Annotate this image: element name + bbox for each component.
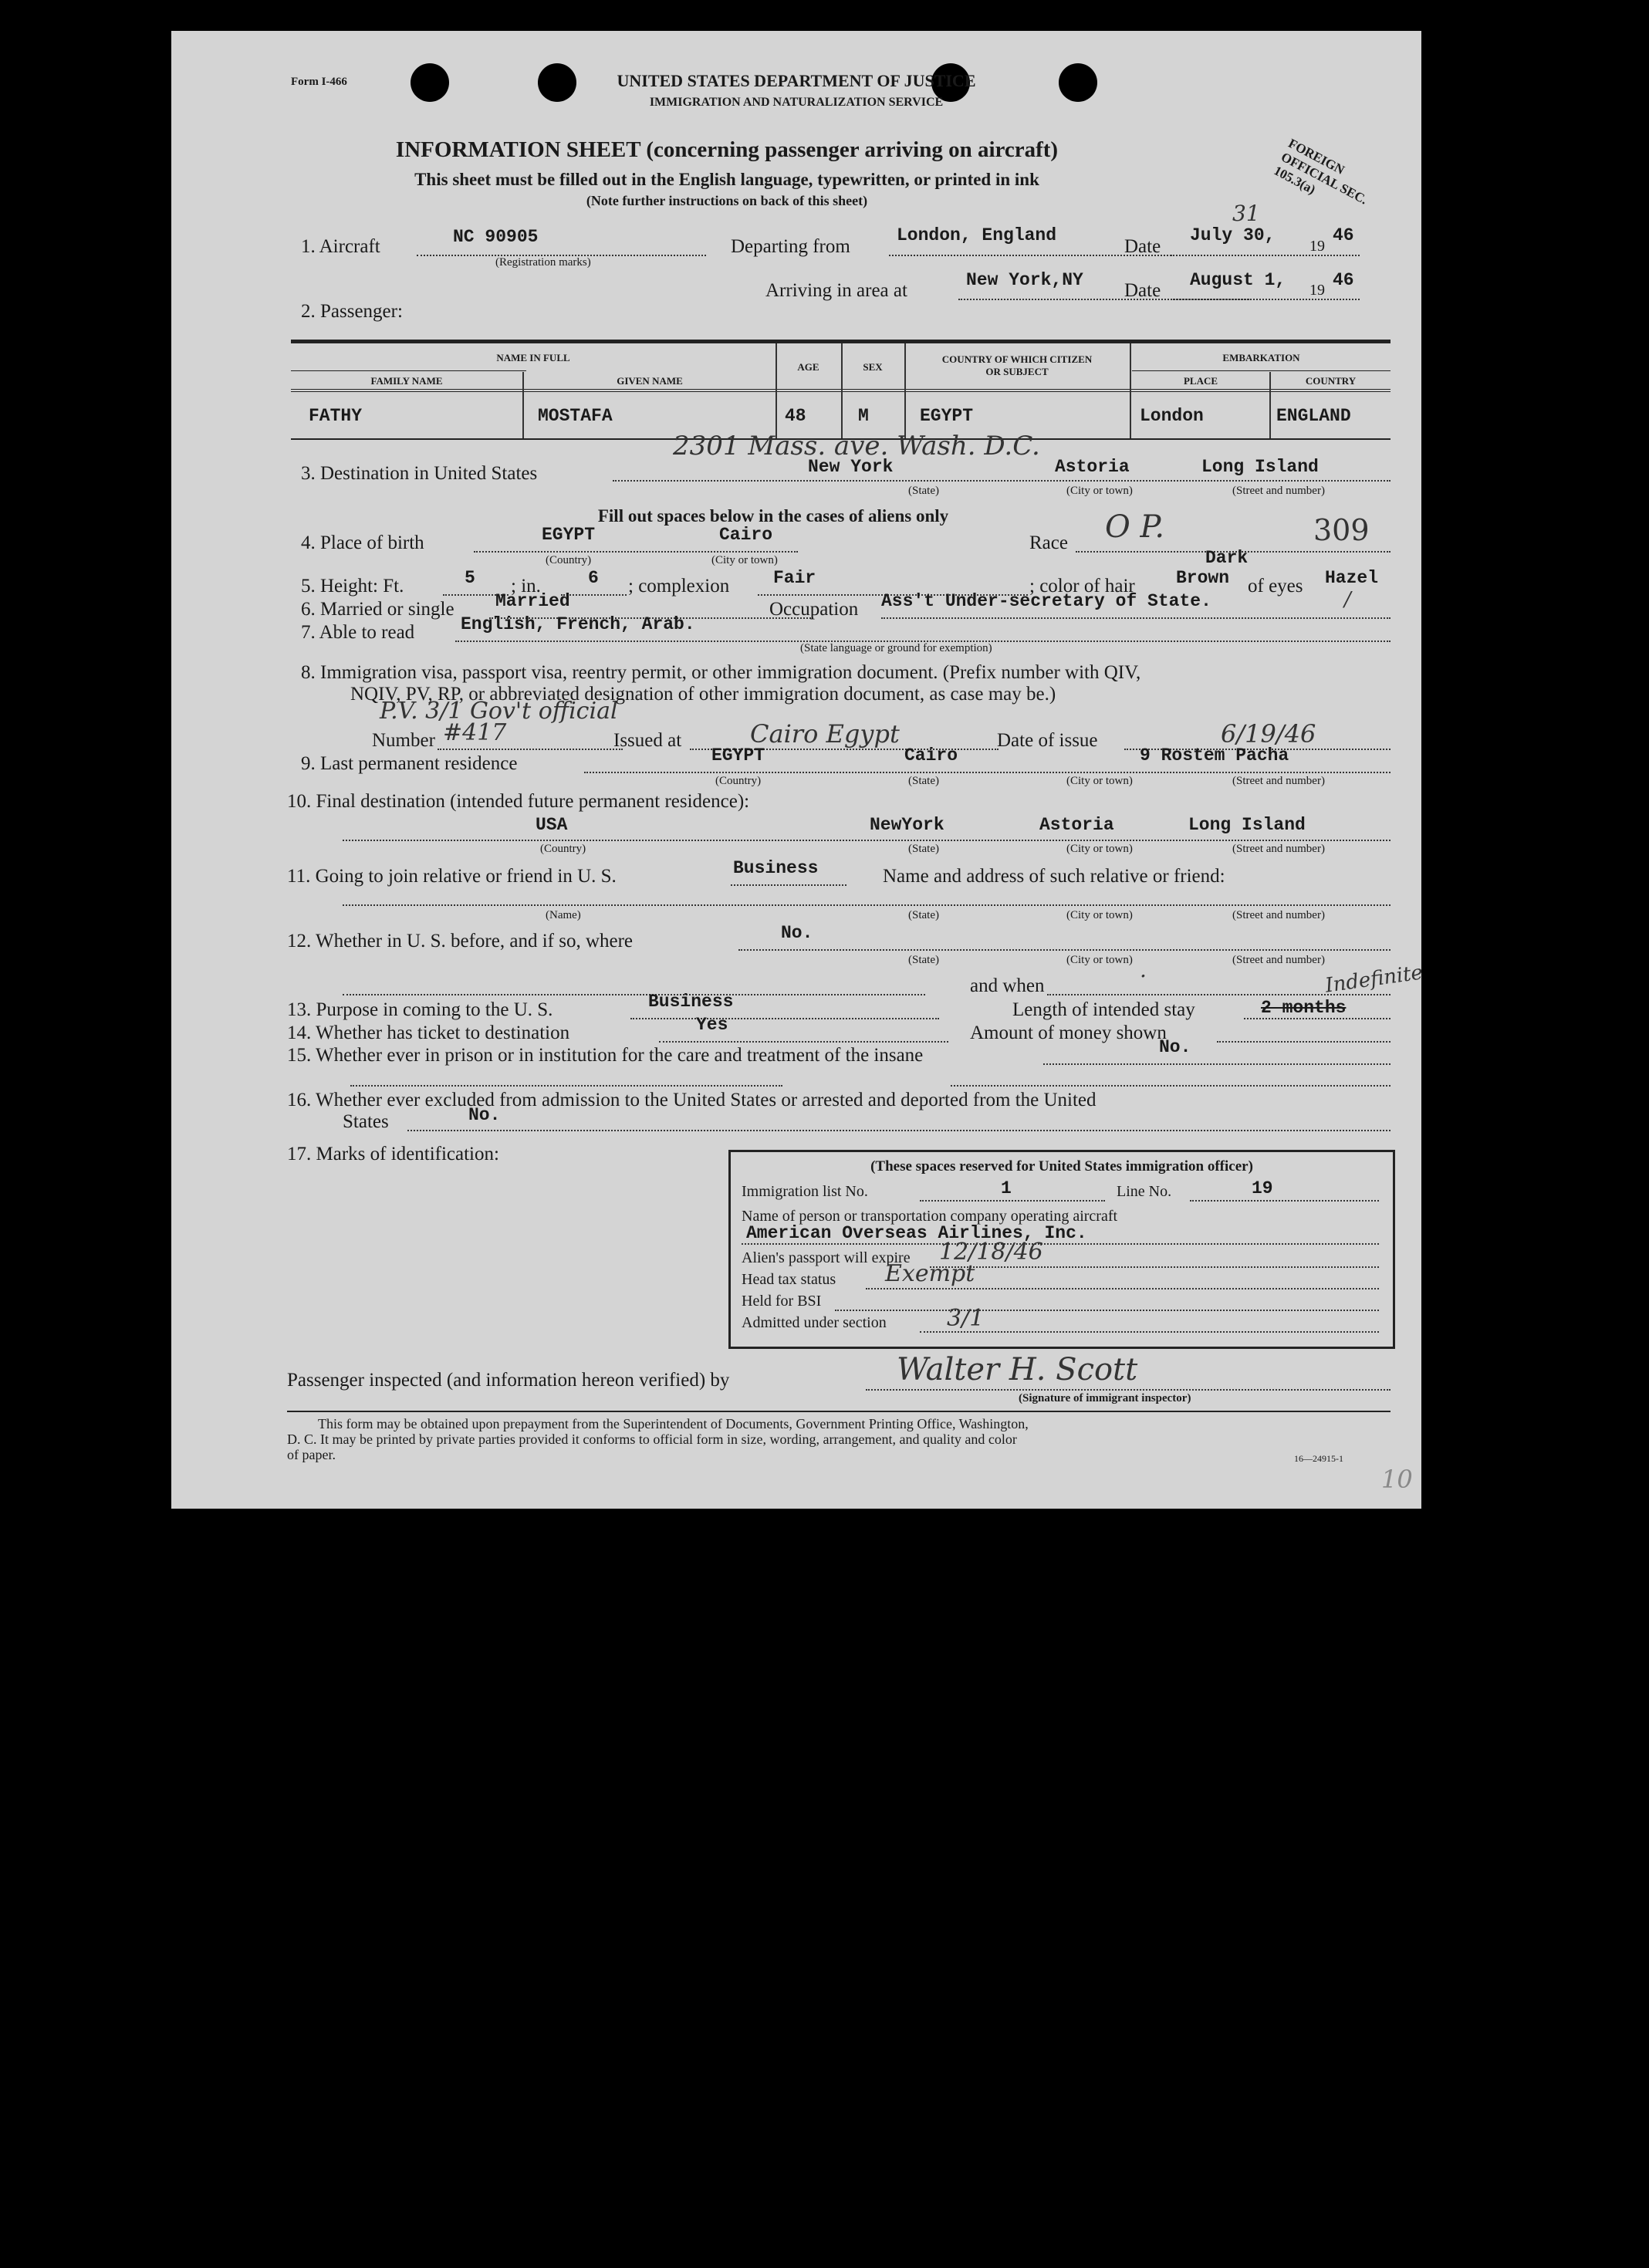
city-caption: (City or town) [1066, 909, 1133, 921]
footer-line1: This form may be obtained upon prepayment from the Superintendent of Documents, Government Printing Office, Washington, [318, 1416, 1029, 1431]
operator-value: American Overseas Airlines, Inc. [746, 1223, 1087, 1243]
eyes-value: Hazel [1325, 568, 1379, 588]
marital-label: 6. Married or single [301, 599, 454, 620]
height-in-label: ; in. [511, 576, 541, 597]
signature-caption: (Signature of immigrant inspector) [1019, 1392, 1191, 1404]
form-number: Form I-466 [291, 76, 347, 88]
country-caption: (Country) [546, 554, 592, 566]
height-in: 6 [588, 568, 599, 588]
complexion-value: Fair [773, 568, 816, 588]
residence-label: 9. Last permanent residence [301, 753, 518, 774]
departing-year: 46 [1333, 225, 1354, 245]
eyes-label: of eyes [1248, 576, 1303, 597]
year-prefix: 19 [1309, 238, 1325, 255]
excluded-text-line2: States [343, 1111, 389, 1132]
arriving-value: New York,NY [966, 270, 1083, 290]
section-label: Admitted under section [742, 1314, 887, 1331]
marks-label: 17. Marks of identification: [287, 1144, 499, 1164]
departing-label: Departing from [731, 236, 850, 257]
list-no-value: 1 [1001, 1178, 1012, 1198]
year-prefix: 19 [1309, 282, 1325, 299]
read-caption: (State language or ground for exemption) [800, 642, 992, 654]
arriving-date: August 1, [1190, 270, 1286, 290]
street-caption: (Street and number) [1232, 843, 1325, 855]
birth-label: 4. Place of birth [301, 532, 424, 553]
operator-label: Name of person or transportation company operating aircraft [742, 1208, 1118, 1225]
arriving-year: 46 [1333, 270, 1354, 290]
height-label: 5. Height: Ft. [301, 576, 404, 597]
inspection-label: Passenger inspected (and information hereon verified) by [287, 1370, 730, 1391]
state-caption: (State) [908, 954, 939, 966]
purpose-value: Business [648, 992, 734, 1012]
issued-at-label: Issued at [613, 730, 682, 751]
officer-box-title: (These spaces reserved for United States immigration officer) [870, 1158, 1253, 1175]
head-tax-value: Exempt [885, 1260, 975, 1287]
bsi-label: Held for BSI [742, 1293, 822, 1310]
residence-country: EGYPT [711, 745, 765, 766]
form-code: 16—24915-1 [1294, 1453, 1343, 1464]
and-when-label: and when [970, 975, 1045, 996]
punch-hole [1059, 63, 1097, 102]
arriving-label: Arriving in area at [765, 280, 907, 301]
race-label: Race [1029, 532, 1068, 553]
city-caption: (City or town) [1066, 954, 1133, 966]
aircraft-label: 1. Aircraft [301, 236, 380, 257]
age-value: 48 [785, 406, 806, 426]
city-caption: (City or town) [1066, 843, 1133, 855]
footer-line3: of paper. [287, 1447, 336, 1462]
line-no-value: 19 [1252, 1178, 1273, 1198]
city-caption: (City or town) [711, 554, 778, 566]
length-of-stay-label: Length of intended stay [1012, 999, 1195, 1020]
departing-date: July 30, [1190, 225, 1276, 245]
page-number-mark: 10 [1381, 1465, 1413, 1494]
instruction-text: This sheet must be filled out in the English language, typewritten, or printed in ink [414, 170, 1039, 189]
citizen-header-2: OR SUBJECT [985, 366, 1049, 377]
name-in-full-header: NAME IN FULL [496, 352, 570, 363]
issued-at-value: Cairo Egypt [750, 719, 900, 749]
date-of-issue-value: 6/19/46 [1221, 719, 1316, 749]
place-header: PLACE [1183, 375, 1218, 387]
country-caption: (Country) [715, 775, 762, 787]
service-name: IMMIGRATION AND NATURALIZATION SERVICE [649, 96, 944, 109]
country-caption: (Country) [540, 843, 586, 855]
final-destination-label: 10. Final destination (intended future permanent residence): [287, 791, 750, 812]
sex-header: SEX [863, 361, 883, 373]
sex-value: M [858, 406, 869, 426]
height-ft: 5 [465, 568, 475, 588]
hair-label: ; color of hair [1029, 576, 1135, 597]
name-address-label: Name and address of such relative or friend: [883, 866, 1225, 887]
departing-date-correction: 31 [1232, 201, 1260, 226]
form-title: INFORMATION SHEET (concerning passenger arriving on aircraft) [395, 137, 1059, 162]
country-value: ENGLAND [1276, 406, 1351, 426]
embarkation-header: EMBARKATION [1222, 352, 1300, 363]
visa-text-line1: 8. Immigration visa, passport visa, reentry permit, or other immigration document. (Prefix number with QIV, [301, 662, 1141, 683]
section-value: 3/1 [947, 1305, 985, 1332]
and-when-mark: . [1140, 957, 1147, 982]
final-country: USA [536, 815, 568, 835]
street-caption: (Street and number) [1232, 775, 1325, 787]
birth-country: EGYPT [542, 525, 596, 545]
passport-expire-value: 12/18/46 [939, 1239, 1043, 1266]
age-header: AGE [797, 361, 819, 373]
department-name: UNITED STATES DEPARTMENT OF JUSTICE [617, 71, 976, 90]
ticket-label: 14. Whether has ticket to destination [287, 1022, 570, 1043]
passport-expire-label: Alien's passport will expire [742, 1249, 911, 1266]
city-caption: (City or town) [1066, 485, 1133, 497]
officer-box [728, 1150, 1395, 1349]
destination-street: Long Island [1201, 457, 1319, 477]
final-state: NewYork [870, 815, 944, 835]
aircraft-value: NC 90905 [453, 227, 539, 247]
join-label: 11. Going to join relative or friend in U. S. [287, 866, 617, 887]
read-value: English, French, Arab. [461, 614, 695, 634]
final-city: Astoria [1039, 815, 1114, 835]
list-no-label: Immigration list No. [742, 1183, 868, 1200]
visa-number-value: #417 [443, 719, 507, 746]
occupation-label: Occupation [769, 599, 859, 620]
city-caption: (City or town) [1066, 775, 1133, 787]
punch-hole [538, 63, 576, 102]
excluded-text-line1: 16. Whether ever excluded from admission to the United States or arrested and deported from the United [287, 1090, 1097, 1110]
destination-city: Astoria [1055, 457, 1130, 477]
foreign-official-stamp: FOREIGN OFFICIAL SEC. 105.3(a) [1271, 135, 1370, 208]
head-tax-label: Head tax status [742, 1271, 836, 1288]
handwritten-number: 309 [1313, 513, 1370, 547]
form-sheet [171, 31, 1424, 1509]
street-caption: (Street and number) [1232, 485, 1325, 497]
state-caption: (State) [908, 485, 939, 497]
money-label: Amount of money shown [970, 1022, 1167, 1043]
visa-text-line2: NQIV, PV, RP, or abbreviated designation of other immigration document, as case may be.) [350, 684, 1056, 705]
street-caption: (Street and number) [1232, 954, 1325, 966]
residence-state: Cairo [904, 745, 958, 766]
prison-label: 15. Whether ever in prison or in institution for the care and treatment of the insane [287, 1045, 924, 1066]
state-caption: (State) [908, 775, 939, 787]
purpose-label: 13. Purpose in coming to the U. S. [287, 999, 553, 1020]
visa-handwritten-note: P.V. 3/1 Gov't official [380, 698, 618, 725]
ticket-value: Yes [696, 1015, 728, 1035]
destination-label: 3. Destination in United States [301, 463, 538, 484]
registration-caption: (Registration marks) [495, 256, 591, 269]
date-label: Date [1124, 236, 1161, 257]
occupation-mark: / [1344, 588, 1351, 611]
name-caption: (Name) [546, 909, 581, 921]
residence-street: 9 Rostem Pacha [1140, 745, 1289, 766]
before-value: No. [781, 923, 813, 943]
excluded-value: No. [468, 1105, 501, 1125]
given-name-header: GIVEN NAME [617, 375, 683, 387]
join-value: Business [733, 858, 819, 878]
hair-value-line1: Dark [1205, 548, 1249, 568]
given-name-value: MOSTAFA [538, 406, 613, 426]
destination-state: New York [808, 457, 894, 477]
marital-value: Married [495, 591, 570, 611]
state-caption: (State) [908, 909, 939, 921]
passenger-label: 2. Passenger: [301, 301, 403, 322]
destination-handwritten: 2301 Mass. ave. Wash. D.C. [673, 431, 1040, 461]
prison-value: No. [1159, 1037, 1191, 1057]
street-caption: (Street and number) [1232, 909, 1325, 921]
hair-value-line2: Brown [1176, 568, 1230, 588]
family-name-header: FAMILY NAME [370, 375, 443, 387]
final-street: Long Island [1188, 815, 1306, 835]
note-text: (Note further instructions on back of this sheet) [586, 193, 868, 208]
occupation-value: Ass't Under-secretary of State. [881, 591, 1211, 611]
length-of-stay-handwritten: Indefinite [1323, 961, 1424, 998]
departing-value: London, England [897, 225, 1057, 245]
punch-hole [411, 63, 449, 102]
before-label: 12. Whether in U. S. before, and if so, where [287, 931, 634, 951]
citizen-header: COUNTRY OF WHICH CITIZEN [941, 353, 1093, 365]
date-of-issue-label: Date of issue [997, 730, 1098, 751]
state-caption: (State) [908, 843, 939, 855]
footer-line2: D. C. It may be printed by private parties provided it conforms to official form in size, wording, arrangement, and quality and color [287, 1431, 1017, 1447]
read-label: 7. Able to read [301, 622, 415, 643]
aliens-only-header: Fill out spaces below in the cases of aliens only [597, 506, 949, 526]
citizen-value: EGYPT [920, 406, 974, 426]
line-no-label: Line No. [1117, 1183, 1172, 1200]
complexion-label: ; complexion [628, 576, 730, 597]
birth-city: Cairo [719, 525, 773, 545]
place-value: London [1140, 406, 1204, 426]
visa-number-label: Number [372, 730, 435, 751]
length-of-stay-value: 2 months [1261, 998, 1347, 1018]
arrive-date-label: Date [1124, 280, 1161, 301]
country-header: COUNTRY [1305, 375, 1357, 387]
inspector-signature: Walter H. Scott [897, 1352, 1138, 1388]
race-handwritten: O P. [1105, 509, 1165, 545]
family-name-value: FATHY [309, 406, 363, 426]
